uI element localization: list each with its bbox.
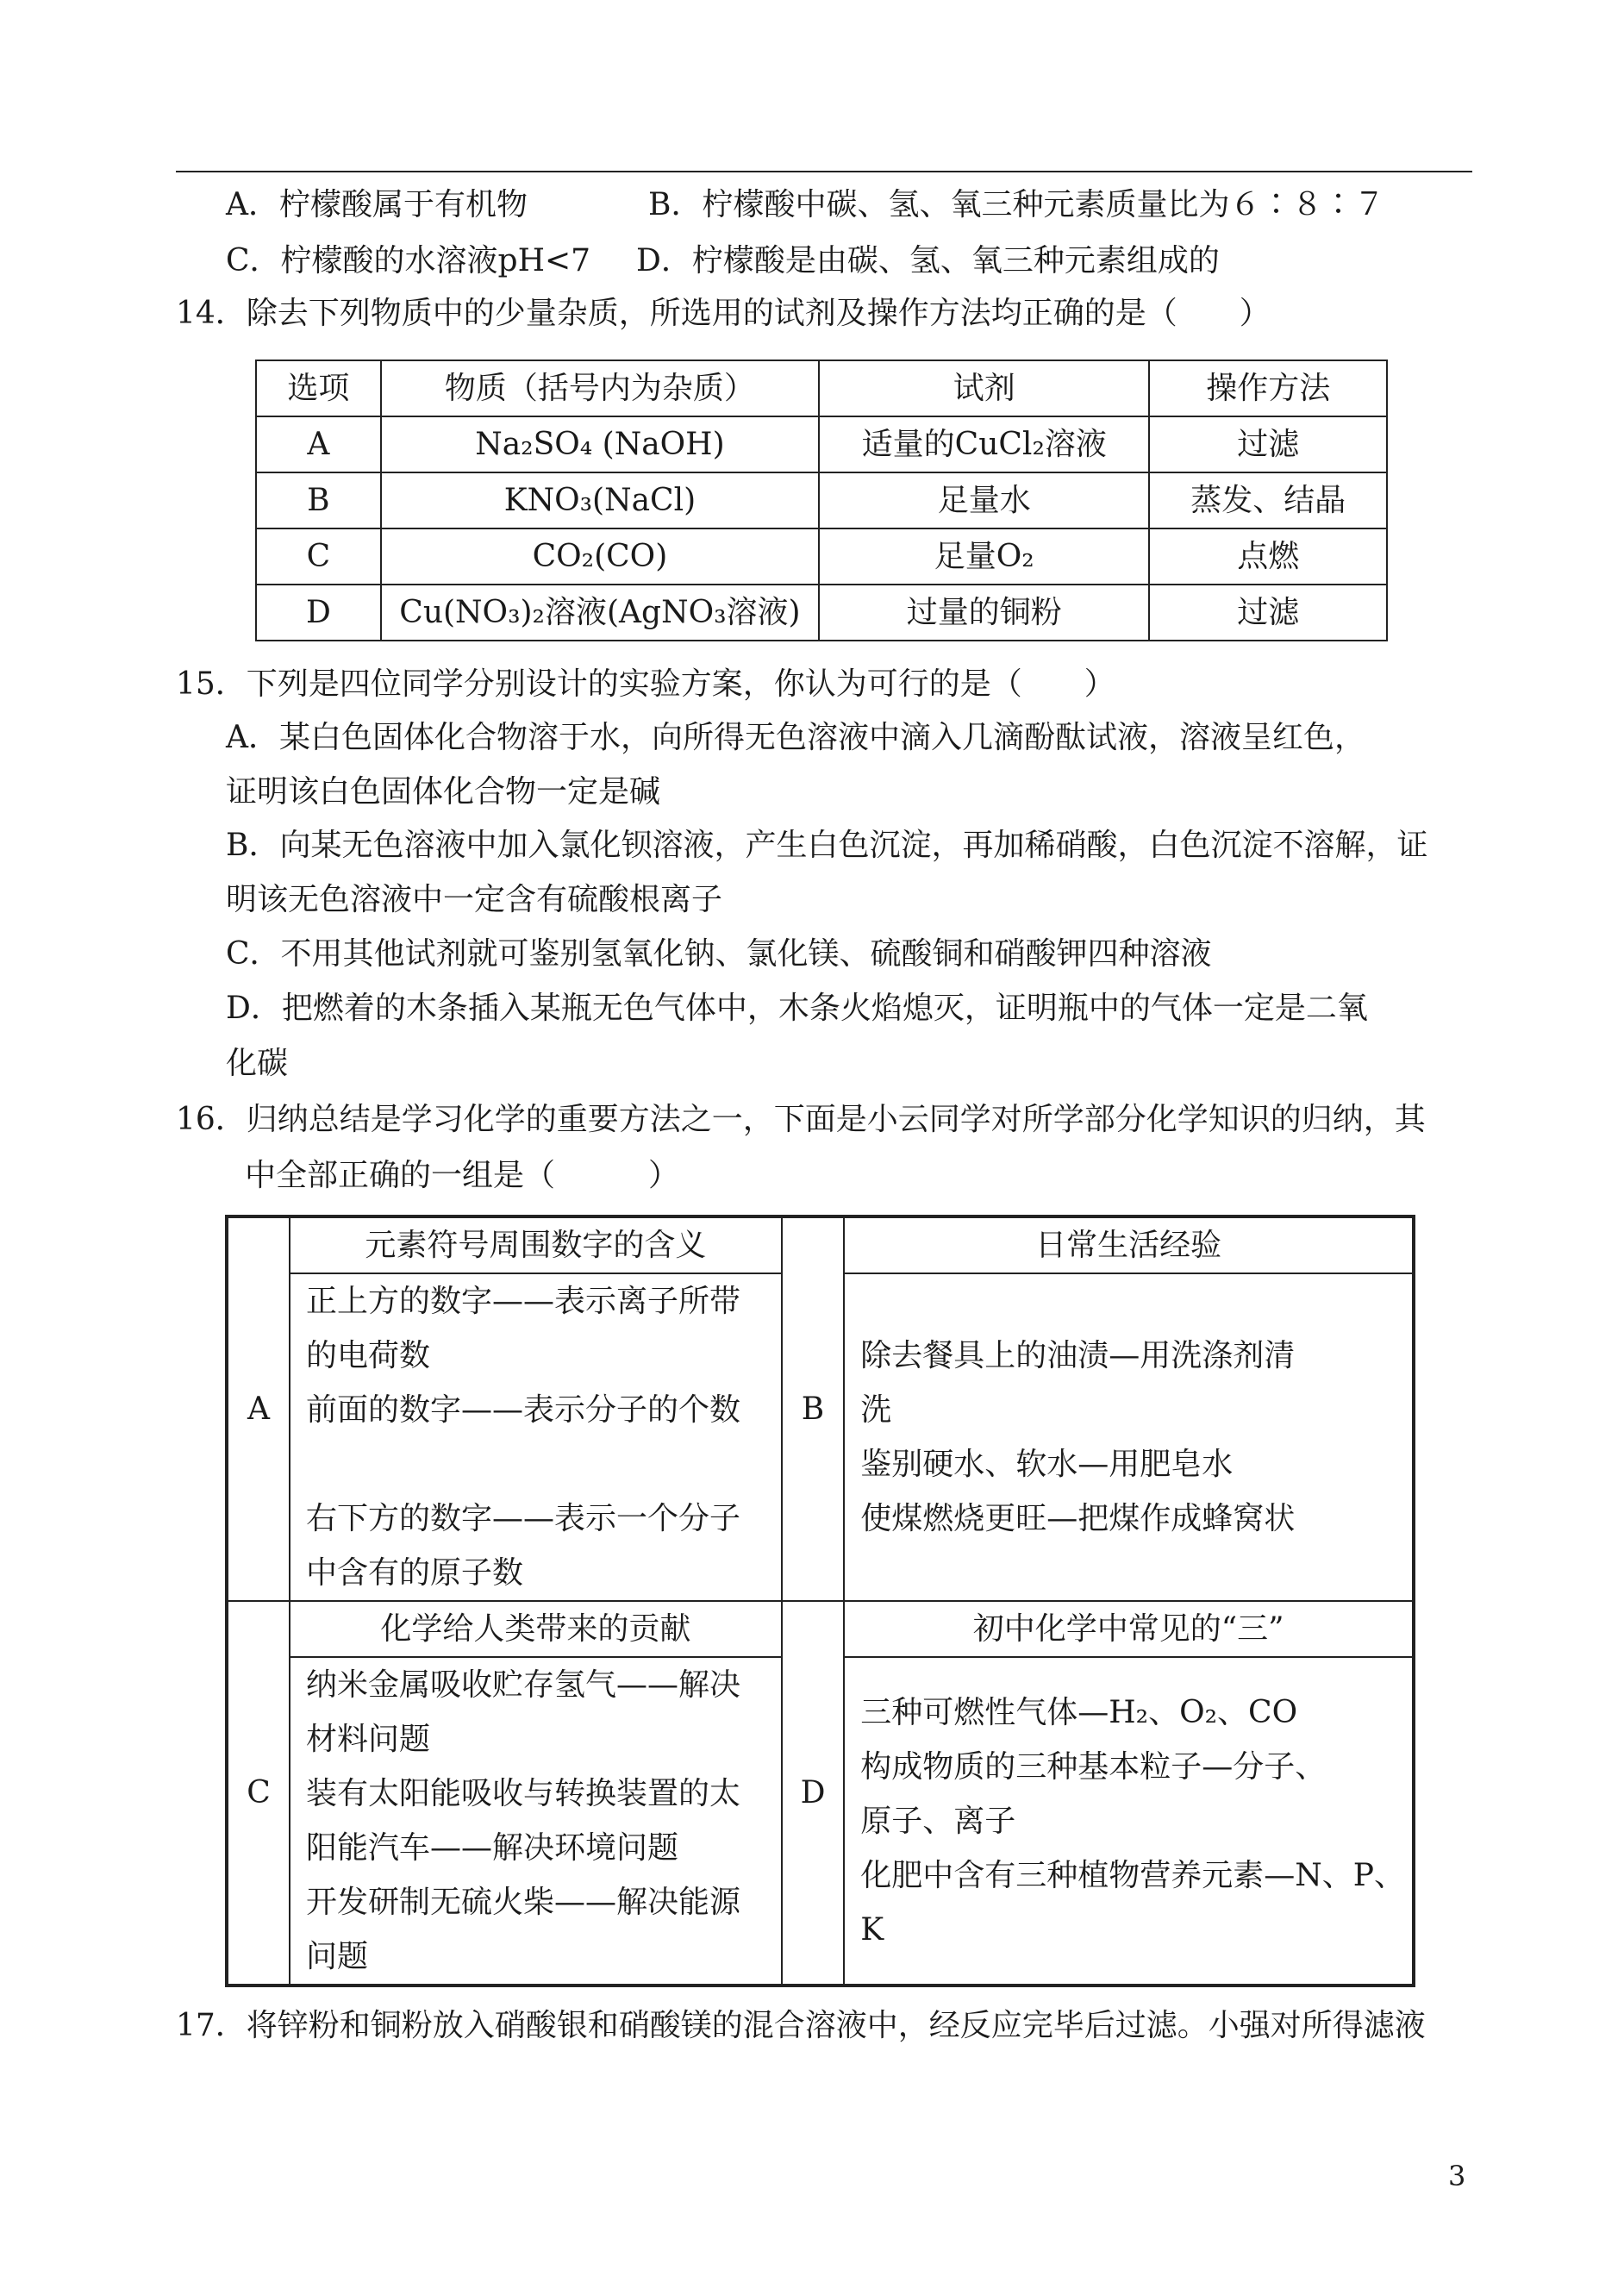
list-item: 构成物质的三种基本粒子—分子、 xyxy=(860,1748,1327,1785)
header-rule xyxy=(176,171,1472,172)
q14-header-substance: 物质（括号内为杂质） xyxy=(381,360,819,416)
list-item: 开发研制无硫火柴——解决能源 xyxy=(305,1885,740,1920)
q14-cell-substance: KNO₃(NaCl) xyxy=(381,472,819,528)
q14-cell-substance: Na₂SO₄ (NaOH) xyxy=(381,416,819,472)
q14-cell-method: 点燃 xyxy=(1149,528,1387,585)
q15-option-d-line2: 化碳 xyxy=(226,1046,289,1081)
list-item: 问题 xyxy=(305,1939,368,1974)
q15-option-a-line2: 证明该白色固体化合物一定是碱 xyxy=(226,774,661,810)
q15-stem: 15．下列是四位同学分别设计的实验方案，你认为可行的是（ ） xyxy=(176,666,1115,702)
q14-cell-reagent: 过量的铜粉 xyxy=(819,585,1149,641)
table-row xyxy=(256,528,1387,585)
list-item: 材料问题 xyxy=(305,1722,430,1757)
list-item: 的电荷数 xyxy=(305,1338,430,1373)
q16-heading-c: 化学给人类带来的贡献 xyxy=(290,1601,782,1657)
q13-option-b: B．柠檬酸中碳、氢、氧三种元素质量比为６∶８∶７ xyxy=(648,187,1385,222)
q16-heading-d: 初中化学中常见的“三” xyxy=(844,1601,1414,1657)
q16-label-b: B xyxy=(782,1216,844,1601)
list-item: 阳能汽车——解决环境问题 xyxy=(305,1830,678,1866)
q14-cell-option: D xyxy=(256,585,381,641)
list-item: 三种可燃性气体—H₂、O₂、CO xyxy=(860,1694,1298,1730)
q14-cell-option: B xyxy=(256,472,381,528)
table-row xyxy=(256,585,1387,641)
q16-body-b xyxy=(844,1273,1414,1601)
spacer xyxy=(306,1437,774,1491)
table-row xyxy=(256,472,1387,528)
q14-cell-method: 蒸发、结晶 xyxy=(1149,472,1387,528)
q15-option-a-line1: A．某白色固体化合物溶于水，向所得无色溶液中滴入几滴酚酞试液，溶液呈红色， xyxy=(226,720,1365,755)
q16-stem-line1: 16．归纳总结是学习化学的重要方法之一，下面是小云同学对所学部分化学知识的归纳，其 xyxy=(176,1102,1426,1137)
list-item: 前面的数字——表示分子的个数 xyxy=(305,1392,740,1428)
q16-table xyxy=(225,1215,1415,1987)
q14-cell-reagent: 足量水 xyxy=(819,472,1149,528)
q16-label-c: C xyxy=(227,1601,290,1985)
list-item: 使煤燃烧更旺—把煤作成蜂窝状 xyxy=(860,1501,1296,1536)
list-item: 正上方的数字——表示离子所带 xyxy=(305,1284,740,1319)
q16-body-c xyxy=(290,1657,782,1985)
q14-cell-option: C xyxy=(256,528,381,585)
q16-label-d: D xyxy=(782,1601,844,1985)
list-item: 纳米金属吸收贮存氢气——解决 xyxy=(305,1667,740,1703)
q14-cell-reagent: 适量的CuCl₂溶液 xyxy=(819,416,1149,472)
q16-heading-b: 日常生活经验 xyxy=(844,1216,1414,1273)
q13-option-c: C．柠檬酸的水溶液pH<7 xyxy=(226,243,591,278)
list-item: 中含有的原子数 xyxy=(305,1555,523,1591)
q14-header-method: 操作方法 xyxy=(1149,360,1387,416)
list-item: 原子、离子 xyxy=(860,1803,1016,1839)
table-row xyxy=(256,416,1387,472)
list-item: K xyxy=(860,1911,884,1948)
q14-cell-substance: CO₂(CO) xyxy=(381,528,819,585)
q15-option-b-line2: 明该无色溶液中一定含有硫酸根离子 xyxy=(226,882,723,917)
q14-header-reagent: 试剂 xyxy=(819,360,1149,416)
q14-cell-method: 过滤 xyxy=(1149,416,1387,472)
list-item: 洗 xyxy=(860,1392,892,1428)
q17-stem: 17．将锌粉和铜粉放入硝酸银和硝酸镁的混合溶液中，经反应完毕后过滤。小强对所得滤液 xyxy=(176,2008,1426,2043)
q14-header-option: 选项 xyxy=(256,360,381,416)
q14-header-row xyxy=(256,360,1387,416)
q14-cell-option: A xyxy=(256,416,381,472)
q14-stem: 14．除去下列物质中的少量杂质，所选用的试剂及操作方法均正确的是（ ） xyxy=(176,296,1271,331)
q16-body-d xyxy=(844,1657,1414,1985)
q14-table xyxy=(255,360,1388,641)
q16-heading-a: 元素符号周围数字的含义 xyxy=(290,1216,782,1273)
list-item: 化肥中含有三种植物营养元素—N、P、 xyxy=(860,1857,1405,1893)
q13-option-a: A．柠檬酸属于有机物 xyxy=(226,187,528,222)
list-item: 鉴别硬水、软水—用肥皂水 xyxy=(860,1447,1234,1482)
list-item: 除去餐具上的油渍—用洗涤剂清 xyxy=(860,1338,1296,1373)
list-item: 右下方的数字——表示一个分子 xyxy=(305,1501,740,1536)
q14-cell-substance: Cu(NO₃)₂溶液(AgNO₃溶液) xyxy=(381,585,819,641)
q14-cell-method: 过滤 xyxy=(1149,585,1387,641)
q14-cell-reagent: 足量O₂ xyxy=(819,528,1149,585)
q16-stem-line2: 中全部正确的一组是（ ） xyxy=(245,1158,680,1193)
q15-option-d-line1: D．把燃着的木条插入某瓶无色气体中，木条火焰熄灭，证明瓶中的气体一定是二氧 xyxy=(226,991,1368,1026)
list-item: 装有太阳能吸收与转换装置的太 xyxy=(305,1776,740,1811)
q16-body-a xyxy=(290,1273,782,1601)
q16-label-a: A xyxy=(227,1216,290,1601)
q15-option-c: C．不用其他试剂就可鉴别氢氧化钠、氯化镁、硫酸铜和硝酸钾四种溶液 xyxy=(226,936,1212,972)
page-number: 3 xyxy=(1448,2160,1466,2192)
q15-option-b-line1: B．向某无色溶液中加入氯化钡溶液，产生白色沉淀，再加稀硝酸，白色沉淀不溶解，证 xyxy=(226,828,1428,863)
q13-option-d: D．柠檬酸是由碳、氢、氧三种元素组成的 xyxy=(636,243,1220,278)
